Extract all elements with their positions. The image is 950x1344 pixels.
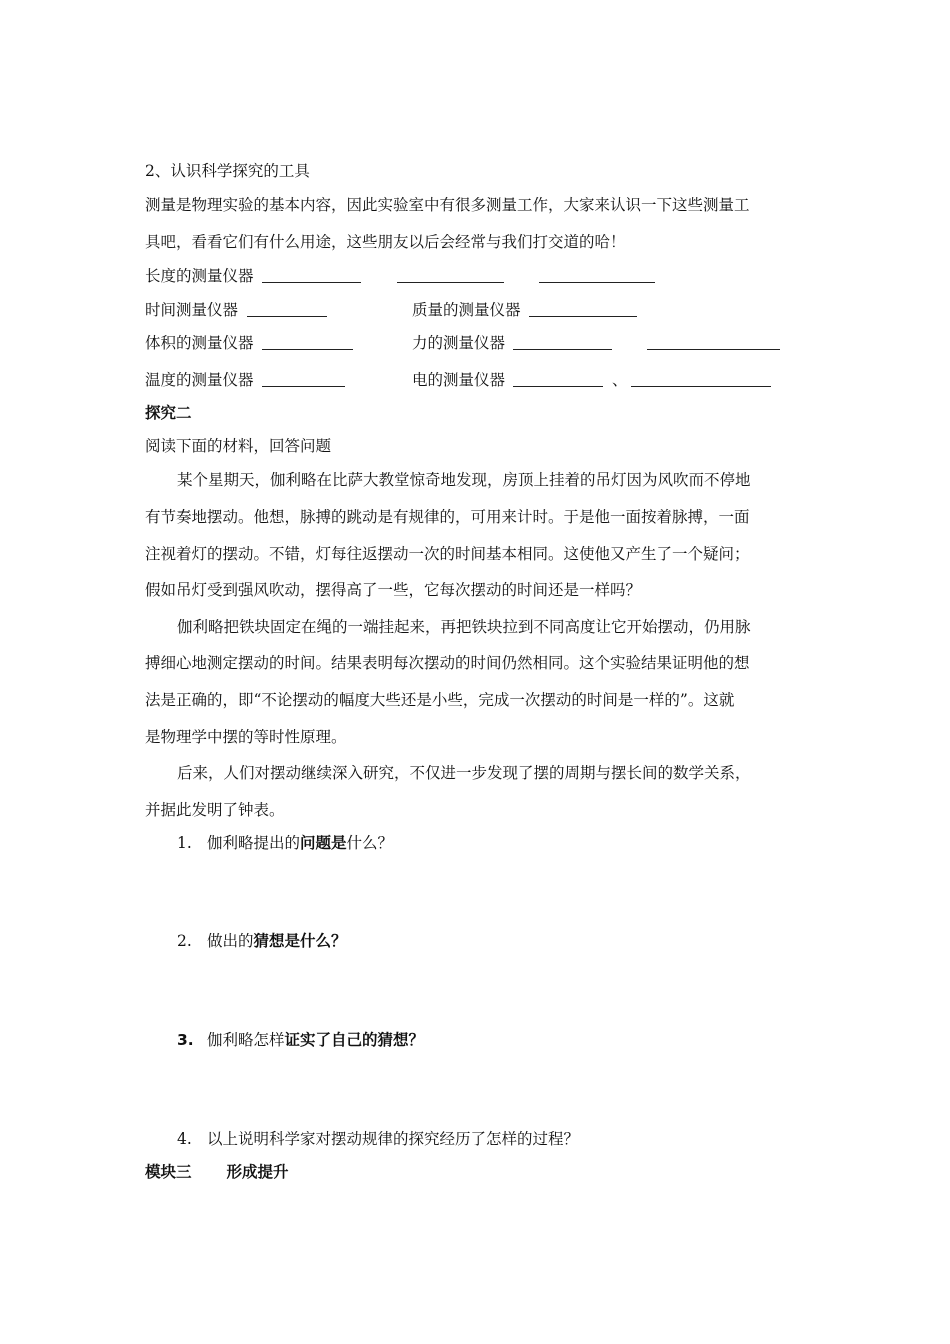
passage-p2-line-2: 搏细心地测定摆动的时间。结果表明每次摆动的时间仍然相同。这个实验结果证明他的想: [145, 654, 750, 672]
time-blank[interactable]: [247, 316, 327, 317]
mass-instrument-label: 质量的测量仪器: [412, 301, 521, 319]
question-emphasis: 猜想是: [253, 932, 301, 950]
electric-blank-1[interactable]: [513, 386, 603, 387]
question-text-end: 什么？: [346, 834, 394, 852]
volume-instrument-label: 体积的测量仪器: [145, 334, 254, 352]
question-number: 1.: [177, 834, 192, 852]
force-blank-1[interactable]: [513, 349, 612, 350]
force-instrument-label: 力的测量仪器: [412, 334, 506, 352]
explore2-heading: 探究二: [145, 404, 192, 422]
question-emphasis: 证实了自己的猜想？: [284, 1031, 425, 1049]
question-text: 做出的: [207, 932, 254, 950]
question-text: 伽利略怎样: [207, 1031, 285, 1049]
question-number: 2.: [177, 932, 192, 950]
volume-blank[interactable]: [262, 349, 353, 350]
electric-blank-2[interactable]: [631, 386, 771, 387]
question-4: [177, 1129, 579, 1149]
question-3: [177, 1030, 424, 1050]
question-2: [177, 931, 347, 951]
passage-p2-line-3: 法是正确的，即“不论摆动的幅度大些还是小些，完成一次摆动的时间是一样的”。这就: [145, 691, 735, 709]
passage-p2-line-4: 是物理学中摆的等时性原理。: [145, 728, 347, 746]
question-text: 伽利略提出的: [207, 834, 301, 852]
question-number: 3.: [177, 1031, 194, 1049]
length-blank-2[interactable]: [397, 282, 504, 283]
read-instruction: 阅读下面的材料，回答问题: [145, 437, 332, 455]
temperature-blank[interactable]: [262, 386, 345, 387]
electric-instrument-label: 电的测量仪器: [412, 371, 506, 389]
question-emphasis: 问题是: [300, 834, 347, 852]
temperature-instrument-label: 温度的测量仪器: [145, 371, 254, 389]
section-title: 2、认识科学探究的工具: [145, 162, 310, 180]
module3-title: 形成提升: [226, 1163, 289, 1181]
separator-mark: 、: [612, 371, 628, 389]
length-instrument-label: 长度的测量仪器: [145, 267, 254, 285]
mass-blank[interactable]: [529, 316, 637, 317]
passage-p2-line-1: 伽利略把铁块固定在绳的一端挂起来，再把铁块拉到不同高度让它开始摆动，仍用脉: [177, 618, 751, 636]
question-1: [177, 833, 393, 853]
passage-p1-line-1: 某个星期天，伽利略在比萨大教堂惊奇地发现，房顶上挂着的吊灯因为风吹而不停地: [177, 471, 751, 489]
passage-p1-line-2: 有节奏地摆动。他想，脉搏的跳动是有规律的，可用来计时。于是他一面按着脉搏，一面: [145, 508, 750, 526]
passage-p1-line-4: 假如吊灯受到强风吹动，摆得高了一些，它每次摆动的时间还是一样吗？: [145, 581, 642, 599]
passage-p3-line-1: 后来，人们对摆动继续深入研究，不仅进一步发现了摆的周期与摆长间的数学关系，: [177, 764, 751, 782]
force-blank-2[interactable]: [647, 349, 780, 350]
question-text-end: 什么？: [300, 932, 347, 950]
length-blank-1[interactable]: [262, 282, 361, 283]
question-text: 以上说明科学家对摆动规律的探究经历了怎样的过程？: [207, 1130, 580, 1148]
question-number: 4.: [177, 1130, 192, 1148]
time-instrument-label: 时间测量仪器: [145, 301, 239, 319]
intro-text-line-1: 测量是物理实验的基本内容，因此实验室中有很多测量工作，大家来认识一下这些测量工: [145, 196, 750, 214]
passage-p3-line-2: 并据此发明了钟表。: [145, 801, 285, 819]
module3-heading: [145, 1162, 289, 1182]
intro-text-line-2: 具吧，看看它们有什么用途，这些朋友以后会经常与我们打交道的哈！: [145, 233, 626, 251]
passage-p1-line-3: 注视着灯的摆动。不错，灯每往返摆动一次的时间基本相同。这使他又产生了一个疑问；: [145, 545, 750, 563]
module3-label: 模块三: [145, 1163, 192, 1181]
length-blank-3[interactable]: [539, 282, 655, 283]
